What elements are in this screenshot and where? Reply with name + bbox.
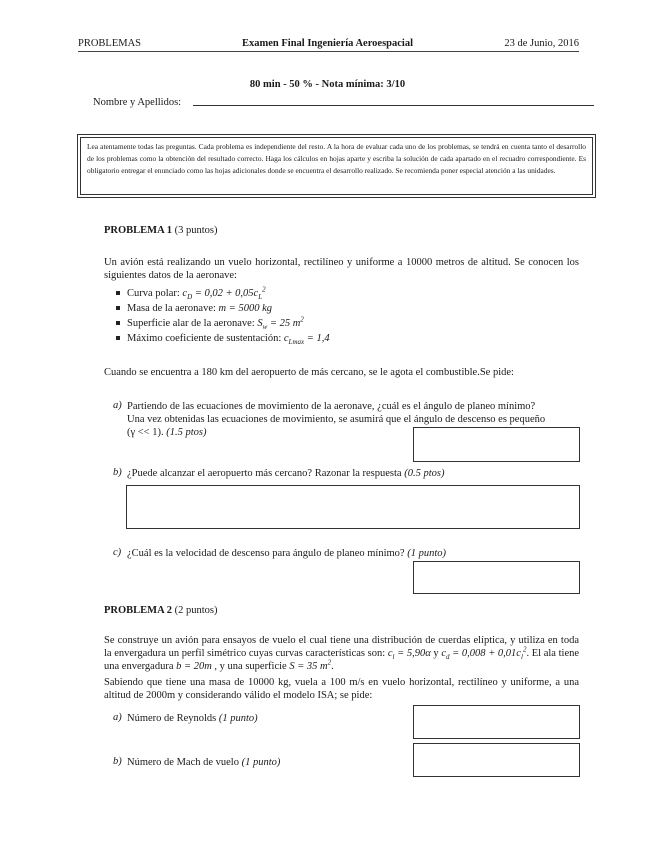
- problem-1-heading: PROBLEMA 1: [104, 225, 172, 236]
- instructions-text: Lea atentamente todas las preguntas. Cada problema es independiente del resto. A la hora de evaluar cada uno de los problemas, se tendrá en cuenta tanto el desarrollo de los problemas como la obtención del resultado correcto. Haga los cálculos en hojas aparte y escriba la solución de cada apartado en el recuadro correspondiente. Es obligatorio entregar el enunciado como las hojas adicionales donde se encuentra el desarrollo realizado. Se recomienda poner especial atención a las unidades.: [80, 137, 593, 195]
- problem-1-points: (3 puntos): [174, 225, 218, 236]
- question-points: (0.5 ptos): [404, 468, 445, 479]
- answer-box-1c[interactable]: [413, 561, 580, 594]
- name-label: Nombre y Apellidos:: [93, 97, 182, 108]
- bullet-label: Máximo coeficiente de sustentación:: [127, 333, 282, 344]
- question-1c-text: [127, 547, 579, 560]
- problem-1-data-list: [104, 287, 579, 347]
- bullet-label: Curva polar:: [127, 288, 180, 299]
- paragraph-text: , y una superficie: [214, 661, 287, 672]
- paragraph-text: y: [433, 648, 439, 659]
- question-line: Una vez obtenidas las ecuaciones de movimiento, se asumirá que el ángulo de descenso es pequeño: [127, 414, 546, 425]
- span-expression: b = 20m: [176, 661, 212, 672]
- question-points: (1 punto): [241, 757, 281, 768]
- instructions-box: [77, 134, 596, 198]
- bullet-label: Masa de la aeronave:: [127, 303, 216, 314]
- bullet-value: $c_D = 0,02 + 0,05c_L^2$: [182, 285, 266, 302]
- problem-2-heading: PROBLEMA 2: [104, 605, 172, 616]
- list-item: [104, 302, 579, 317]
- problem-2-paragraph-2: Sabiendo que tiene una masa de 10000 kg, vuela a 100 m/s en vuelo horizontal, rectilíneo y uniforme, a una altitud de 2000m y considerando válido el modelo ISA; se pide:: [104, 677, 579, 701]
- name-line[interactable]: [193, 105, 594, 106]
- cd-expression: $c_d = 0,008 + 0,01c_l^2$: [441, 645, 527, 662]
- question-points: (1.5 ptos): [166, 427, 207, 438]
- header-date: 23 de Junio, 2016: [504, 38, 579, 49]
- header-rule: [78, 51, 579, 52]
- answer-box-2b[interactable]: [413, 743, 580, 777]
- question-letter: b): [113, 467, 122, 478]
- question-line: Partiendo de las ecuaciones de movimiento de la aeronave, ¿cuál es el ángulo de planeo mínimo?: [127, 401, 536, 412]
- problem-1-title: [104, 224, 579, 237]
- answer-box-1a[interactable]: [413, 427, 580, 462]
- answer-box-2a[interactable]: [413, 705, 580, 739]
- bullet-value: m = 5000 kg: [218, 303, 273, 314]
- question-letter: c): [113, 547, 122, 558]
- question-line: Número de Mach de vuelo: [127, 757, 239, 768]
- exam-subtitle: 80 min - 50 % - Nota mínima: 3/10: [249, 79, 406, 90]
- bullet-value: $c_{Lmax} = 1,4$: [283, 333, 330, 347]
- header-left: PROBLEMAS: [78, 38, 142, 49]
- question-condition: (γ << 1).: [127, 427, 164, 438]
- question-points: (1 punto): [218, 713, 258, 724]
- question-1b-text: [127, 467, 579, 480]
- question-letter: a): [113, 400, 122, 411]
- problem-1-statement: Cuando se encuentra a 180 km del aeropuerto de más cercano, se le agota el combustible.Se pide:: [104, 367, 514, 378]
- question-points: (1 punto): [407, 548, 446, 559]
- list-item: [104, 332, 579, 347]
- question-letter: a): [113, 712, 122, 723]
- question-letter: b): [113, 756, 122, 767]
- question-line: Número de Reynolds: [127, 713, 217, 724]
- list-item: [104, 287, 579, 302]
- surface-expression: S = 35 $m^2$: [289, 658, 332, 672]
- list-item: [104, 317, 579, 332]
- bullet-value: $S_w = 25$ $m^2$: [257, 315, 304, 332]
- bullet-label: Superficie alar de la aeronave:: [127, 318, 255, 329]
- problem-2-title: [104, 604, 579, 617]
- cl-expression: $c_l = 5,90\alpha$: [387, 648, 431, 662]
- answer-box-1b[interactable]: [126, 485, 580, 529]
- header-title: Examen Final Ingeniería Aeroespacial: [241, 38, 413, 49]
- paragraph-text: Se construye un avión para ensayos de vuelo el cual tiene una distribución de cuerdas elíptica, y utiliza en toda la envergadura un perfil simétrico cuyas curvas características son:: [104, 635, 579, 659]
- paragraph-text: . El ala tiene una envergadura: [104, 648, 580, 672]
- question-line: ¿Cuál es la velocidad de descenso para ángulo de planeo mínimo?: [127, 548, 405, 559]
- problem-1-intro: Un avión está realizando un vuelo horizontal, rectilíneo y uniforme a 10000 metros de altitud. Se conocen los siguientes datos de la aeronave:: [104, 257, 579, 281]
- problem-2-paragraph-1: Se construye un avión para ensayos de vuelo el cual tiene una distribución de cuerdas elíptica, y utiliza en toda la envergadura un perfil simétrico cuyas curvas características son: $c_l = 5,90\alpha$ y $c_d = 0,008 + 0,01c_l^2$. El ala tiene una envergadura b = 20m , y una superficie S = 35 $m^2$.: [104, 635, 580, 672]
- question-line: ¿Puede alcanzar el aeropuerto más cercano? Razonar la respuesta: [127, 468, 402, 479]
- problem-2-points: (2 puntos): [174, 605, 218, 616]
